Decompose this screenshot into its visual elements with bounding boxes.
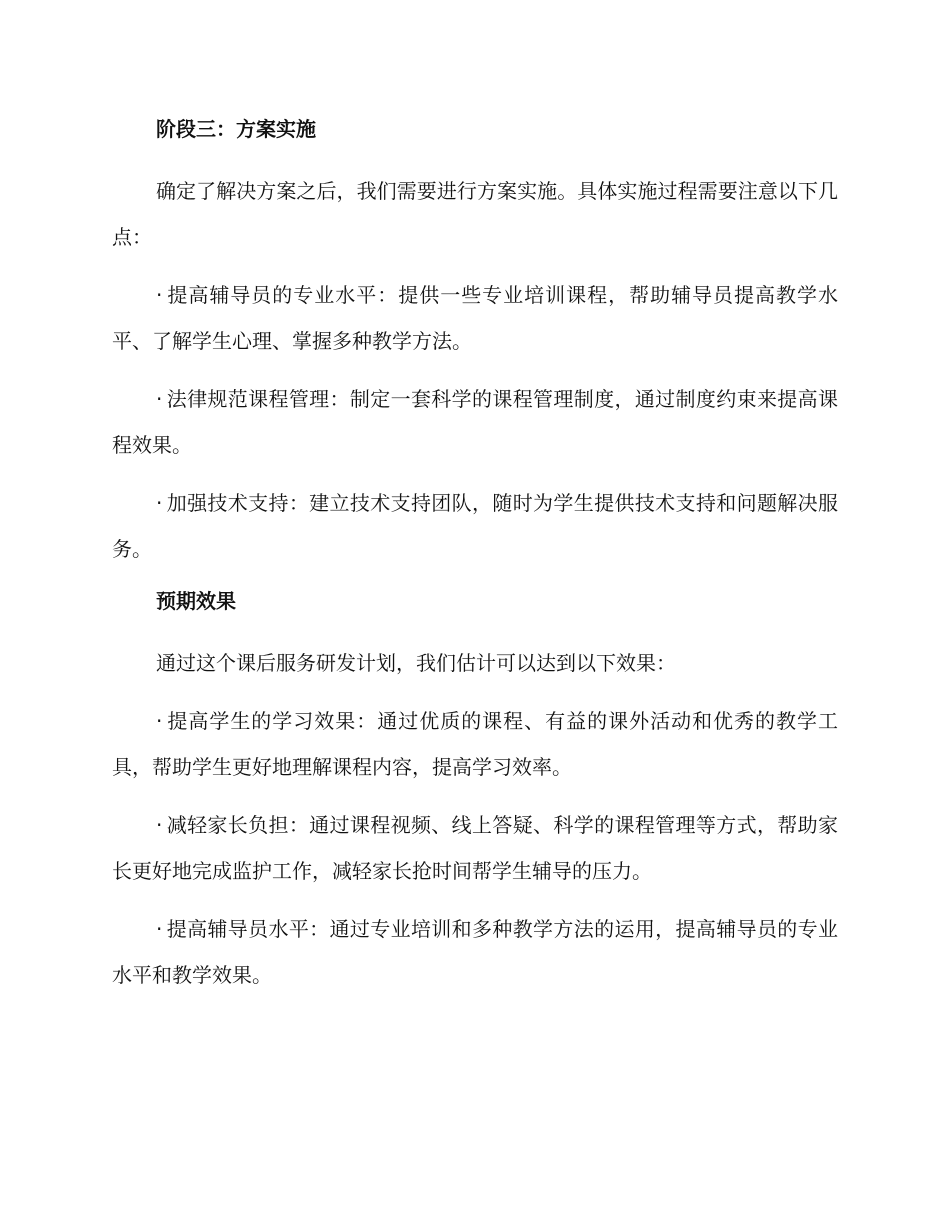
bullet-text: 减轻家长负担：通过课程视频、线上答疑、科学的课程管理等方式，帮助家长更好地完成监护工作，减轻家长抢时间帮学生辅导的压力。 <box>112 813 838 883</box>
bullet-dot: · <box>156 491 163 515</box>
bullet-dot: · <box>156 813 163 837</box>
bullet-text: 提高学生的学习效果：通过优质的课程、有益的课外活动和优秀的教学工具，帮助学生更好地理解课程内容，提高学习效率。 <box>112 709 838 779</box>
bullet-item <box>112 480 838 572</box>
section-intro-effects: 通过这个课后服务研发计划，我们估计可以达到以下效果： <box>156 651 676 675</box>
bullet-dot: · <box>156 917 163 941</box>
section-heading-effects: 预期效果 <box>156 589 236 613</box>
bullet-item <box>112 376 838 468</box>
bullet-text: 提高辅导员的专业水平：提供一些专业培训课程，帮助辅导员提高教学水平、了解学生心理、掌握多种教学方法。 <box>112 283 838 353</box>
bullet-item <box>112 802 838 894</box>
bullet-dot: · <box>156 283 163 307</box>
bullet-dot: · <box>156 387 163 411</box>
bullet-text: 加强技术支持：建立技术支持团队，随时为学生提供技术支持和问题解决服务。 <box>112 491 838 561</box>
section-heading-stage3: 阶段三：方案实施 <box>156 117 316 141</box>
bullet-item <box>112 906 838 998</box>
bullet-item <box>112 272 838 364</box>
bullet-item <box>112 698 838 790</box>
bullet-text: 法律规范课程管理：制定一套科学的课程管理制度，通过制度约束来提高课程效果。 <box>112 387 838 457</box>
bullet-dot: · <box>156 709 163 733</box>
section-intro-stage3: 确定了解决方案之后，我们需要进行方案实施。具体实施过程需要注意以下几点： <box>112 179 838 249</box>
bullet-text: 提高辅导员水平：通过专业培训和多种教学方法的运用，提高辅导员的专业水平和教学效果。 <box>112 917 838 987</box>
